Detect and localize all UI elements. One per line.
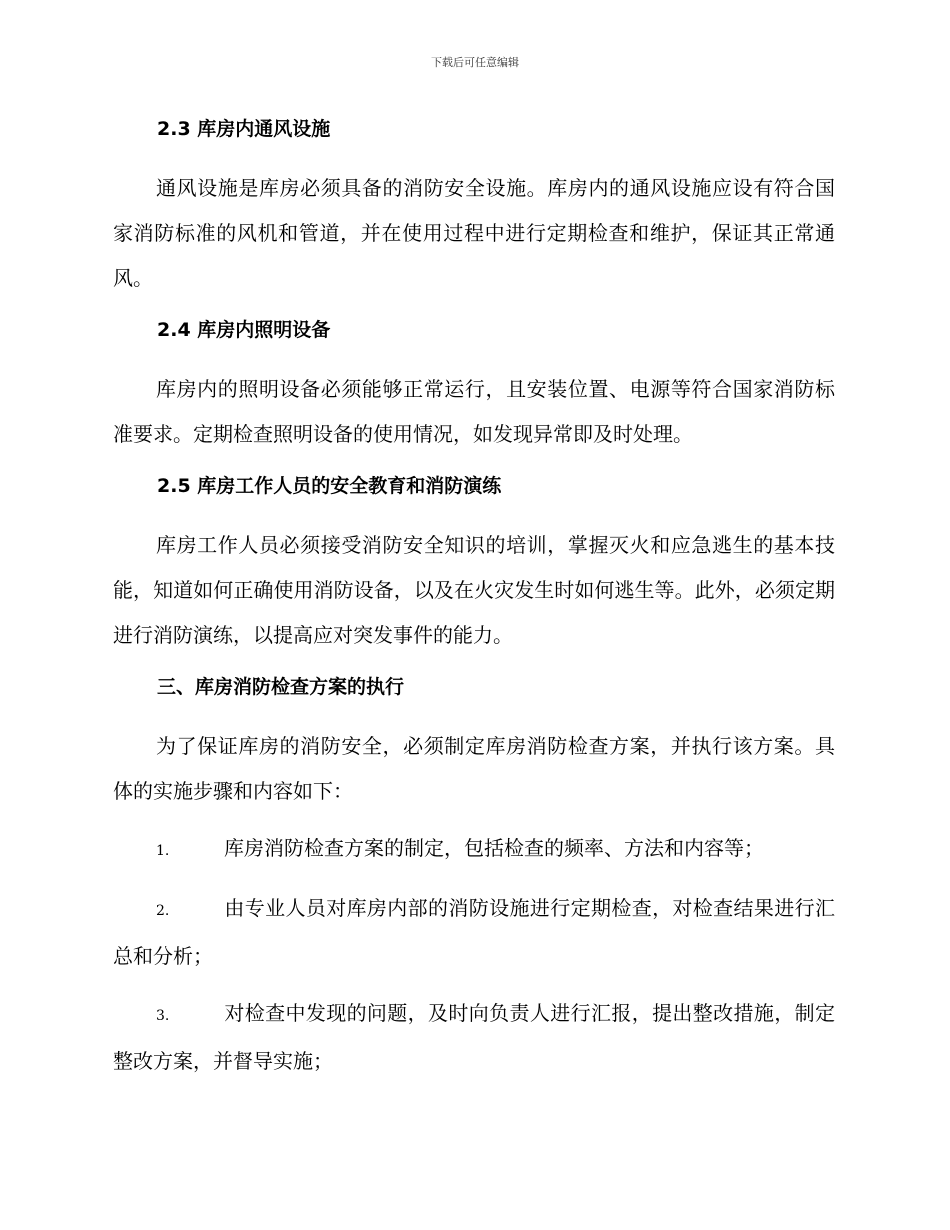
paragraph-ventilation: 通风设施是库房必须具备的消防安全设施。库房内的通风设施应设有符合国家消防标准的风机和管道，并在使用过程中进行定期检查和维护，保证其正常通风。 [113,176,835,290]
document-body [113,112,835,1096]
list-item-number: 2. [156,903,170,919]
list-item [113,886,835,979]
paragraph-execution: 为了保证库房的消防安全，必须制定库房消防检查方案，并执行该方案。具体的实施步骤和内容如下： [113,734,835,803]
heading-section-3: 三、库房消防检查方案的执行 [157,676,405,698]
heading-2-3: 2.3 库房内通风设施 [157,118,331,140]
paragraph-lighting: 库房内的照明设备必须能够正常运行，且安装位置、电源等符合国家消防标准要求。定期检查照明设备的使用情况，如发现异常即及时处理。 [113,377,835,446]
list-item-number: 1. [156,843,170,859]
list-item-text: 对检查中发现的问题，及时向负责人进行汇报，提出整改措施，制定整改方案，并督导实施； [113,1001,835,1073]
heading-2-4: 2.4 库房内照明设备 [157,319,331,341]
header-note: 下载后可任意编辑 [431,56,519,69]
list-item-number: 3. [156,1008,170,1024]
list-item-text: 库房消防检查方案的制定，包括检查的频率、方法和内容等； [224,836,764,860]
paragraph-training: 库房工作人员必须接受消防安全知识的培训，掌握灭火和应急逃生的基本技能，知道如何正确使用消防设备，以及在火灾发生时如何逃生等。此外，必须定期进行消防演练，以提高应对突发事件的能力。 [113,533,835,647]
heading-2-5: 2.5 库房工作人员的安全教育和消防演练 [157,475,502,497]
list-item [113,826,835,874]
list-item-text: 由专业人员对库房内部的消防设施进行定期检查，对检查结果进行汇总和分析； [113,896,835,968]
list-item [113,991,835,1084]
